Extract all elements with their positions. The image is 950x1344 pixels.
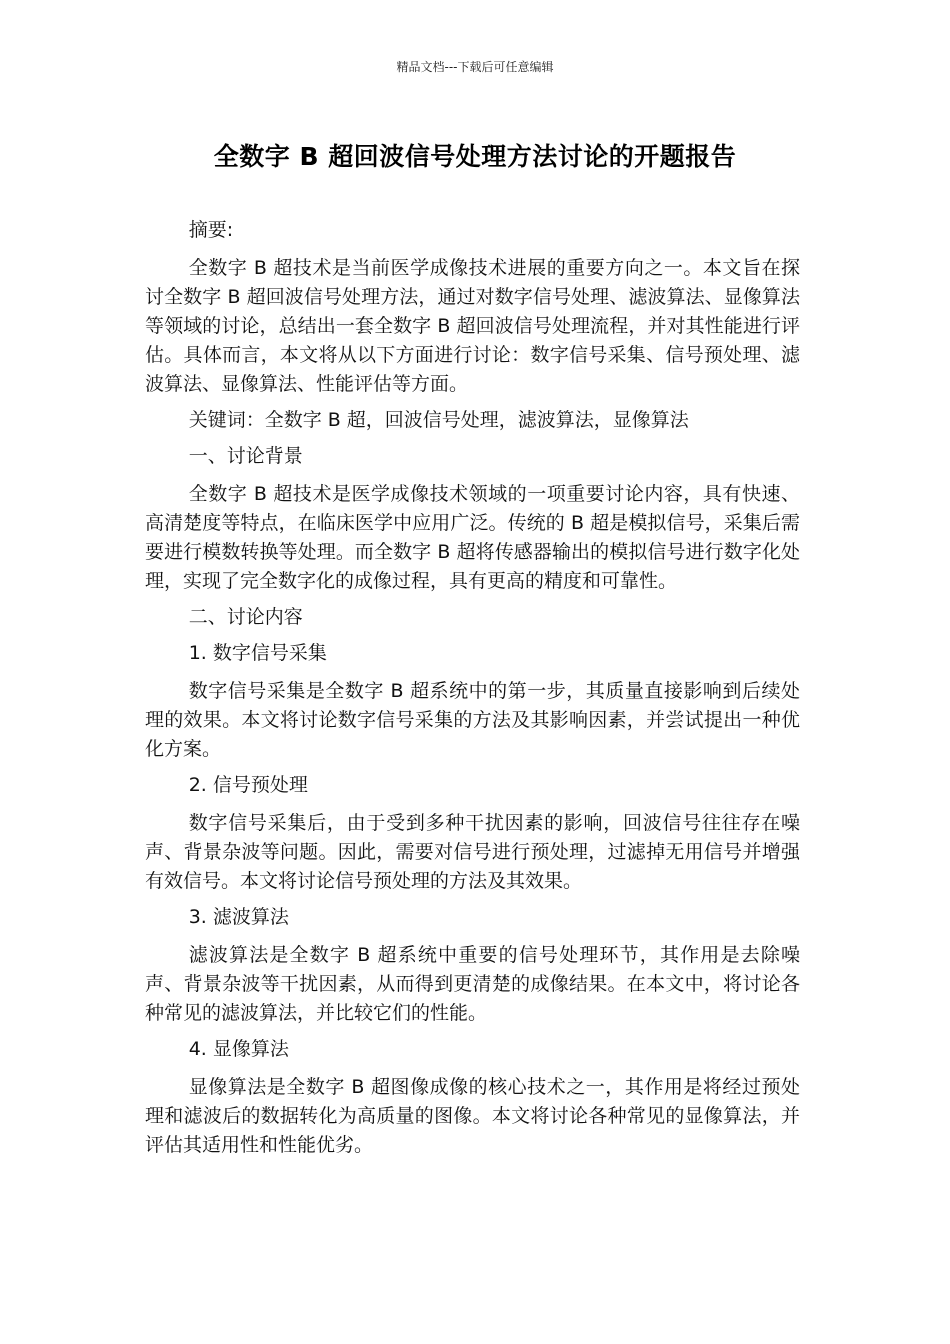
subsection-paragraph: 数字信号采集后，由于受到多种干扰因素的影响，回波信号往往存在噪声、背景杂波等问题。因此，需要对信号进行预处理，过滤掉无用信号并增强有效信号。本文将讨论信号预处理的方法及其效果。 — [145, 812, 800, 892]
subsection-paragraph: 滤波算法是全数字 B 超系统中重要的信号处理环节，其作用是去除噪声、背景杂波等干扰因素，从而得到更清楚的成像结果。在本文中，将讨论各种常见的滤波算法，并比较它们的性能。 — [145, 944, 800, 1024]
section-heading-background: 一、讨论背景 — [188, 445, 303, 467]
document-title: 全数字 B 超回波信号处理方法讨论的开题报告 — [213, 142, 737, 171]
abstract-paragraph: 全数字 B 超技术是当前医学成像技术进展的重要方向之一。本文旨在探讨全数字 B 超回波信号处理方法，通过对数字信号处理、滤波算法、显像算法等领域的讨论，总结出一套全数字 B 超回波信号处理流程，并对其性能进行评估。具体而言，本文将从以下方面进行讨论：数字信号采集、信号预处理、滤波算法、显像算法、性能评估等方面。 — [145, 257, 800, 395]
subsection-paragraph: 数字信号采集是全数字 B 超系统中的第一步，其质量直接影响到后续处理的效果。本文将讨论数字信号采集的方法及其影响因素，并尝试提出一种优化方案。 — [145, 680, 800, 760]
abstract-label: 摘要: — [188, 219, 234, 241]
document-body — [145, 216, 800, 1160]
subsection-heading: 3. 滤波算法 — [188, 906, 289, 928]
keywords-line: 关键词：全数字 B 超，回波信号处理，滤波算法，显像算法 — [188, 409, 689, 431]
subsection-paragraph: 显像算法是全数字 B 超图像成像的核心技术之一，其作用是将经过预处理和滤波后的数据转化为高质量的图像。本文将讨论各种常见的显像算法，并评估其适用性和性能优劣。 — [145, 1076, 800, 1156]
subsection-heading: 1. 数字信号采集 — [188, 642, 327, 664]
section-heading-content: 二、讨论内容 — [188, 606, 303, 628]
header-note: 精品文档---下载后可任意编辑 — [396, 60, 554, 74]
subsection-heading: 2. 信号预处理 — [188, 774, 308, 796]
background-paragraph: 全数字 B 超技术是医学成像技术领域的一项重要讨论内容，具有快速、高清楚度等特点，在临床医学中应用广泛。传统的 B 超是模拟信号，采集后需要进行模数转换等处理。而全数字 B 超将传感器输出的模拟信号进行数字化处理，实现了完全数字化的成像过程，具有更高的精度和可靠性。 — [145, 483, 800, 592]
subsection-heading: 4. 显像算法 — [188, 1038, 289, 1060]
